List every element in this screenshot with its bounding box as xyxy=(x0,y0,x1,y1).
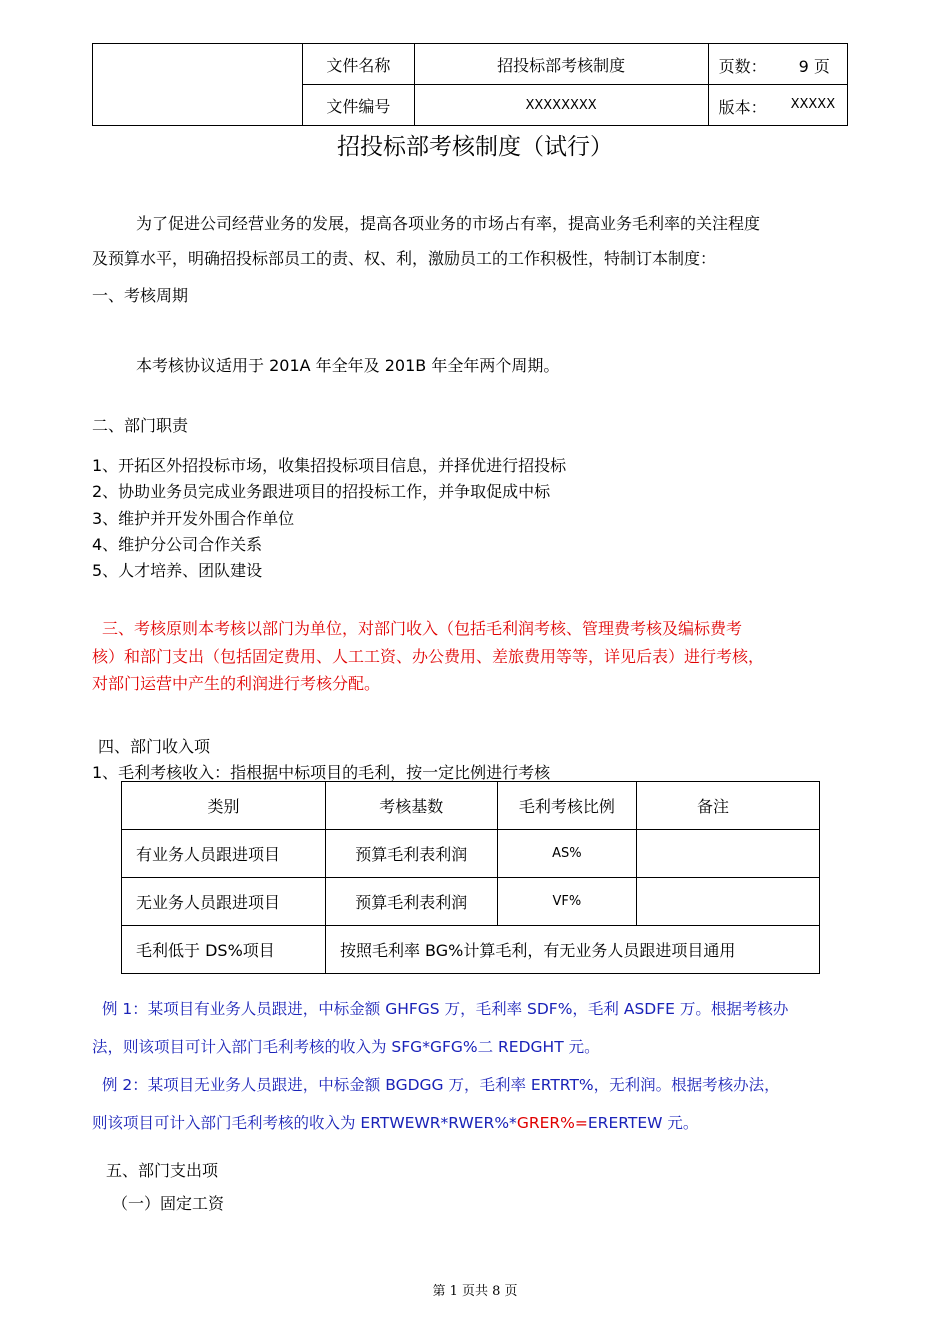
table-cell: 按照毛利率 BG%计算毛利，有无业务人员跟进项目通用 xyxy=(325,926,819,974)
section1-heading: 一、考核周期 xyxy=(92,286,189,305)
example2-line-2 xyxy=(92,1104,780,1142)
section2-heading: 二、部门职责 xyxy=(92,416,189,435)
intro-line-1: 为了促进公司经营业务的发展，提高各项业务的市场占有率，提高业务毛利率的关注程度 xyxy=(136,214,761,233)
section4-subheading: 1、毛利考核收入：指根据中标项目的毛利，按一定比例进行考核 xyxy=(92,763,551,782)
table-cell: VF% xyxy=(497,878,636,926)
gross-profit-table xyxy=(121,781,820,974)
duty-item: 5、人才培养、团队建设 xyxy=(92,561,263,581)
example2-line-2a: 则该项目可计入部门毛利考核的收入为 ERTWEWR*RWER%* xyxy=(92,1114,517,1132)
table-row xyxy=(122,926,820,974)
table-cell: 预算毛利表利润 xyxy=(325,830,497,878)
pages-value: 9 页 xyxy=(798,57,830,76)
table-row xyxy=(122,878,820,926)
file-name-label: 文件名称 xyxy=(303,44,415,85)
example1-line-1: 例 1：某项目有业务人员跟进，中标金额 GHFGS 万，毛利率 SDF%，毛利 ASDFE 万。根据考核办 xyxy=(102,1000,789,1018)
version-cell xyxy=(708,85,847,126)
file-no-label: 文件编号 xyxy=(303,85,415,126)
table-header-cell: 类别 xyxy=(122,782,326,830)
table-cell xyxy=(637,830,820,878)
version-value: XXXXX xyxy=(790,97,836,112)
table-header-cell: 考核基数 xyxy=(325,782,497,830)
document-title: 招投标部考核制度（试行） xyxy=(337,134,613,160)
table-header-cell: 备注 xyxy=(637,782,820,830)
duty-item: 4、维护分公司合作关系 xyxy=(92,534,263,554)
example2-line-2c: ERERTEW xyxy=(587,1114,663,1132)
table-cell: 无业务人员跟进项目 xyxy=(122,878,326,926)
duty-item: 3、维护并开发外围合作单位 xyxy=(92,508,295,528)
table-row xyxy=(122,830,820,878)
section3-block xyxy=(92,615,764,698)
table-cell xyxy=(637,878,820,926)
duties-list xyxy=(92,453,566,584)
section3-line-2: 核）和部门支出（包括固定费用、人工工资、办公费用、差旅费用等等，详见后表）进行考核， xyxy=(92,646,765,666)
example2-line-2b: GRER%= xyxy=(516,1114,588,1132)
table-header-cell: 毛利考核比例 xyxy=(497,782,636,830)
document-header-table xyxy=(92,43,848,126)
example-1 xyxy=(92,990,788,1066)
table-header-row xyxy=(122,782,820,830)
table-cell: 有业务人员跟进项目 xyxy=(122,830,326,878)
duty-item: 1、开拓区外招投标市场，收集招投标项目信息，并择优进行招投标 xyxy=(92,456,567,475)
example2-line-2d: 元。 xyxy=(662,1114,699,1132)
pages-label: 页数： xyxy=(718,57,767,76)
page-footer: 第 1 页共 8 页 xyxy=(432,1284,518,1299)
section1-text: 本考核协议适用于 201A 年全年及 201B 年全年两个周期。 xyxy=(136,356,560,375)
file-no-value: XXXXXXXX xyxy=(414,85,708,126)
version-label: 版本： xyxy=(718,98,767,117)
example-2 xyxy=(92,1066,780,1142)
header-logo-cell xyxy=(93,44,303,126)
section3-line-1: 三、考核原则本考核以部门为单位，对部门收入（包括毛利润考核、管理费考核及编标费考 xyxy=(102,619,743,638)
section3-line-3: 对部门运营中产生的利润进行考核分配。 xyxy=(92,674,381,693)
pages-cell xyxy=(708,44,847,85)
file-name-value: 招投标部考核制度 xyxy=(414,44,708,85)
section4-heading: 四、部门收入项 xyxy=(98,737,211,756)
intro-line-2: 及预算水平，明确招投标部员工的责、权、利，激励员工的工作积极性，特制订本制度： xyxy=(92,249,717,268)
table-cell: AS% xyxy=(497,830,636,878)
example2-line-1: 例 2：某项目无业务人员跟进，中标金额 BGDGG 万，毛利率 ERTRT%，无利润。根据考核办法， xyxy=(102,1076,780,1094)
example1-line-2: 法，则该项目可计入部门毛利考核的收入为 SFG*GFG%二 REDGHT 元。 xyxy=(92,1038,600,1056)
section5-heading: 五、部门支出项 xyxy=(106,1161,219,1180)
duty-item: 2、协助业务员完成业务跟进项目的招投标工作，并争取促成中标 xyxy=(92,482,551,502)
table-cell: 预算毛利表利润 xyxy=(325,878,497,926)
section5-subheading: （一）固定工资 xyxy=(112,1194,225,1213)
table-cell: 毛利低于 DS%项目 xyxy=(122,926,326,974)
